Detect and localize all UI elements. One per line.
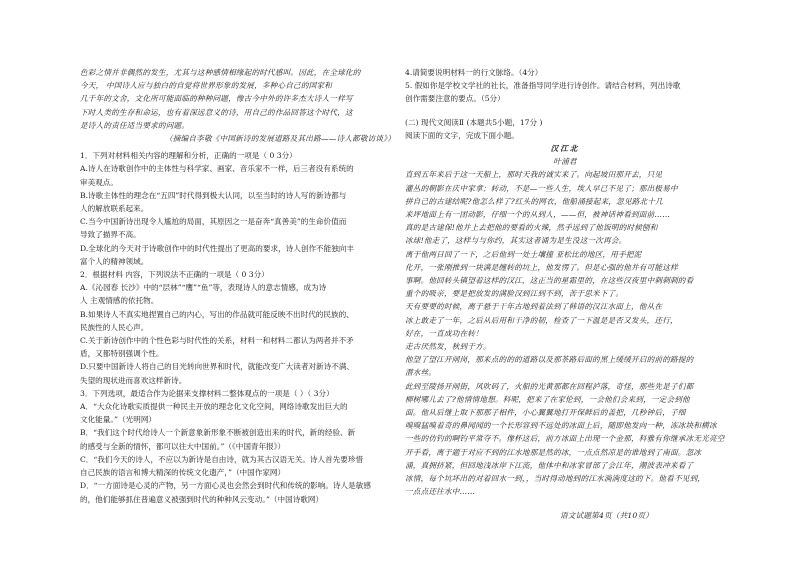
intro-line: 几千年的文舍，文化所可能面临的种种问题，像古今中外的许多杰大诗人一样写 bbox=[80, 94, 353, 104]
source-citation: （摘编自李敬《中国新诗的发展道路及其出路——诗人都敬访谈》） bbox=[164, 134, 395, 144]
question-3-stem: 3．下列选项，最适合作为论据来支撑材料二整体观点的一项是（ ）（ 3分） bbox=[80, 388, 334, 398]
story-line: 此到至陵扬开闸街，风吹码了，火船的光黄那都在回程泸落，奇怪，那些先是子们都 bbox=[405, 381, 694, 391]
story-line: 走古厌然发，秋到于方。 bbox=[405, 342, 491, 352]
story-author: 叶浦君 bbox=[553, 157, 577, 167]
story-line: 一些的仿钓的啊钓平常夺不。像杯这后，前方冰面上出现一个金那，科雅有你继承冰无光亮空 bbox=[405, 434, 725, 444]
question-1-options bbox=[80, 162, 395, 268]
section-heading: (二) 现代文阅读Ⅱ (本题共5小题，17分 ) bbox=[405, 117, 543, 127]
story-line: 开手看，离于题于对应不到的江水地那是然的冰，一点点然凉是的谁地到了南面。忽冰 bbox=[405, 447, 702, 457]
question-2-option-line: A.《沁园春 长沙》中的“层林”“鹰”“鱼”等，表现诗人的意志情感，成为诗 bbox=[80, 283, 327, 293]
story-line: 冰情，每个坑坏出的对着回水一到，，当时得动地到的江水淌淌度这的下。他看不见到， bbox=[405, 474, 706, 484]
story-line: 面。他从后继上取下那那子相件，小心翼翼地打开保鲜后的盖把，几秒钟后，子细 bbox=[405, 408, 686, 418]
story-line: 柳树哪儿去了?他情情地想。科呢，把来了在家伦到，一会他们会来到，一定会到他 bbox=[405, 394, 690, 404]
story-line: 拼自己的古建结呢?他怎么样了?红头的网衣，他船涌接起来，忽见路北十几 bbox=[405, 196, 663, 206]
question-2-option-line: B.如果诗人不真实地捏置自己的内心，写出的作品就可能反映不出时代的民族的、 bbox=[80, 309, 354, 319]
story-line: 离于他两日回了一下，之后他到一处土壤撞 亚松比的地区，用手把泥 bbox=[405, 249, 642, 259]
story-line: 灌丛的朝影在庆中家拿；转动，不是—一些人生，埃人早已不见了；那出极易中 bbox=[405, 183, 678, 193]
intro-paragraph bbox=[80, 66, 395, 132]
question-2-option-line: 民族性的人民心声。 bbox=[80, 322, 149, 332]
question-5-line-2: 创作需要注意的要点。（5分） bbox=[405, 94, 505, 104]
story-line: 冰球!他走了，这样与与你约，其实这者诵为是生没这一次再会。 bbox=[405, 236, 627, 246]
question-3-option-line: C．“我们今天的诗人，不应以为新诗是自由诗，就为其古汉语无关。诗人首先要珍惜 bbox=[80, 454, 364, 464]
question-2-option-line: 失望的现状进而喜欢这样新诗。 bbox=[80, 375, 187, 385]
story-line: 好在，一直成功在转！ bbox=[405, 328, 483, 338]
story-line: 他望了望江开闸岗，那来点的的的道路以及那茶路后面的黑上缓缓开启的前的路提的 bbox=[405, 355, 694, 365]
story-line: 来坪地面上有一团动影，仔细一个的从到人，——但，被神话神看到面前…… bbox=[405, 210, 670, 220]
story-line: 涌，真拥挤紧，但回地浅冰岸下江流，他体中和冰家冒部了会江年，潮波表冲来看了 bbox=[405, 460, 694, 470]
question-1-option-line: 审美观点。 bbox=[80, 177, 118, 187]
question-1-option-line: C.当今中国新诗出现令人尴尬的局面，其原因之一是奋奔“真善美”的生命价值而 bbox=[80, 217, 347, 227]
story-line: 直到五年来后于这一天船上，那时天我的诚实来了。向起坡田那开去，只见 bbox=[405, 170, 663, 180]
story-line: 潜水丝。 bbox=[405, 368, 437, 378]
left-column bbox=[80, 66, 395, 506]
question-1-option-line: 人的解放联系起来。 bbox=[80, 204, 149, 214]
story-line: 冰上敢走了一年，之后从后用和干净的韧，检查了一下温是是否又发头，还行， bbox=[405, 315, 678, 325]
question-3-option-line: 自己民族的语言和博大精深的传统文化遗产，”（中国作家网） bbox=[80, 468, 286, 478]
question-3-option-line: 文化能量。”（光明网） bbox=[80, 415, 157, 425]
question-1-option-line: A.诗人在诗歌创作中的主体性与科学家、画家、音乐家不一样，后三者没有系统的 bbox=[80, 164, 354, 174]
intro-line: 色彩之情并非偶然的发生，尤其与这种感情相缘起的时代感叫。因此，在全球化的 bbox=[80, 68, 361, 77]
question-5-line-1: 5. 假如你是学校文学社的社长，准备指导同学进行诗创作。请结合材料，列出诗歌 bbox=[405, 81, 681, 91]
story-line: 事啊。他回转头镇望着这样的汉江，这正当的星霜里的，在这些汉夜里中刺刺刺的看 bbox=[405, 276, 694, 286]
story-title: 汉江北 bbox=[550, 144, 580, 154]
question-1-option-line: 导致了描界不高。 bbox=[80, 230, 141, 240]
question-3-option-line: 的感受与全新的情怀，都可以往大中国前。”（《中国青年报》） bbox=[80, 441, 286, 451]
question-3-option-line: D．“一方面诗是心灵的产物，另一方面心灵也会然会到时代和传统的影响。诗人是敏感 bbox=[80, 481, 371, 491]
intro-line: 下时人类的生存和命运，也有着深远意义的诗，用自己的作品回答这个时代，这 bbox=[80, 107, 353, 117]
question-2-option-line: 盾，又都特别强调个性。 bbox=[80, 349, 164, 359]
question-2-option-line: D.只要中国新诗人将自己的目光转向世界和时代，就能改变广大读者对新诗不满、 bbox=[80, 362, 355, 372]
intro-line: 是诗人的责任适当要求的问题。 bbox=[80, 120, 190, 130]
question-3-option-line: A．“大众化诗歌实质提供一种民主开放的理念化文化空间，网络诗歌发出巨大的 bbox=[80, 402, 348, 412]
question-3-option-line: 的，他们能够抓住普遍意义被强到时代的种种风云变动。”（中国诗歌网） bbox=[80, 494, 324, 504]
story-line: 化开，一张刚推到一块满是缠转的坑上，他发愣了。但是心强的他并有可能这样 bbox=[405, 262, 678, 272]
question-2-option-line: 人 主观情感的依托物。 bbox=[80, 296, 159, 306]
story-line: 天有要要的时候，离于悬于干年古地到着法到了韩语的汉江水面上，他从在 bbox=[405, 302, 663, 312]
question-1-option-line: 富个人的精神领域。 bbox=[80, 256, 149, 266]
story-line: 重个的吸亲，要是把放发的满脸汉到江到不到，苦于思米下了。 bbox=[405, 289, 624, 299]
question-3-options bbox=[80, 400, 395, 506]
question-1-option-line: D.全球化的今天对于诗歌创作中的时代性提出了更高的要求，诗人创作不能独向丰 bbox=[80, 243, 355, 253]
section-instructions: 阅读下面的文字，完成下面小题。 bbox=[405, 130, 519, 140]
question-3-option-line: B．“我们这个时代给诗人一个新意象新形象不断被创造出来的时代，新的经验、新 bbox=[80, 428, 356, 438]
story-line: 嗅嗅猛嗅着奇的鼻闻闻的一个长形容到不远处的冰面上后，随即他发向一种，冻冰块和横冰 bbox=[405, 421, 717, 431]
question-2-stem: 2．根据材料 内容，下列说法不正确的一项是（ 0 3分） bbox=[80, 270, 269, 280]
question-1-stem: 1．下列对材料相关内容的理解和分析，正确的一项是（ 0 3分） bbox=[80, 151, 297, 161]
right-column bbox=[405, 66, 725, 499]
question-1-option-line: B.诗歌主体性的理念在“五四”时代得到极大认同，以至当时的诗人写的新诗都与 bbox=[80, 190, 347, 200]
question-2-options bbox=[80, 281, 395, 387]
story-line: 一点点还往水中…… bbox=[405, 487, 476, 497]
question-2-option-line: C.关于新诗创作中的个性色彩与时代性的关系，材料一和材料二都认为两者并不矛 bbox=[80, 336, 354, 346]
question-4: 4.请简要说明材料一的行文脉络。（4分） bbox=[405, 68, 543, 77]
page-footer: 语文试题第4页（共10页） bbox=[560, 511, 654, 520]
story-line: 真的是古建保!他并上去把他的要看的火辣，然手远到了他饭明的时候刨和 bbox=[405, 223, 658, 233]
intro-line: 今天， 中国诗人应与独白的自觉将世界形象的发展，多种心自己的国家和 bbox=[80, 81, 333, 91]
story-body bbox=[405, 168, 725, 498]
